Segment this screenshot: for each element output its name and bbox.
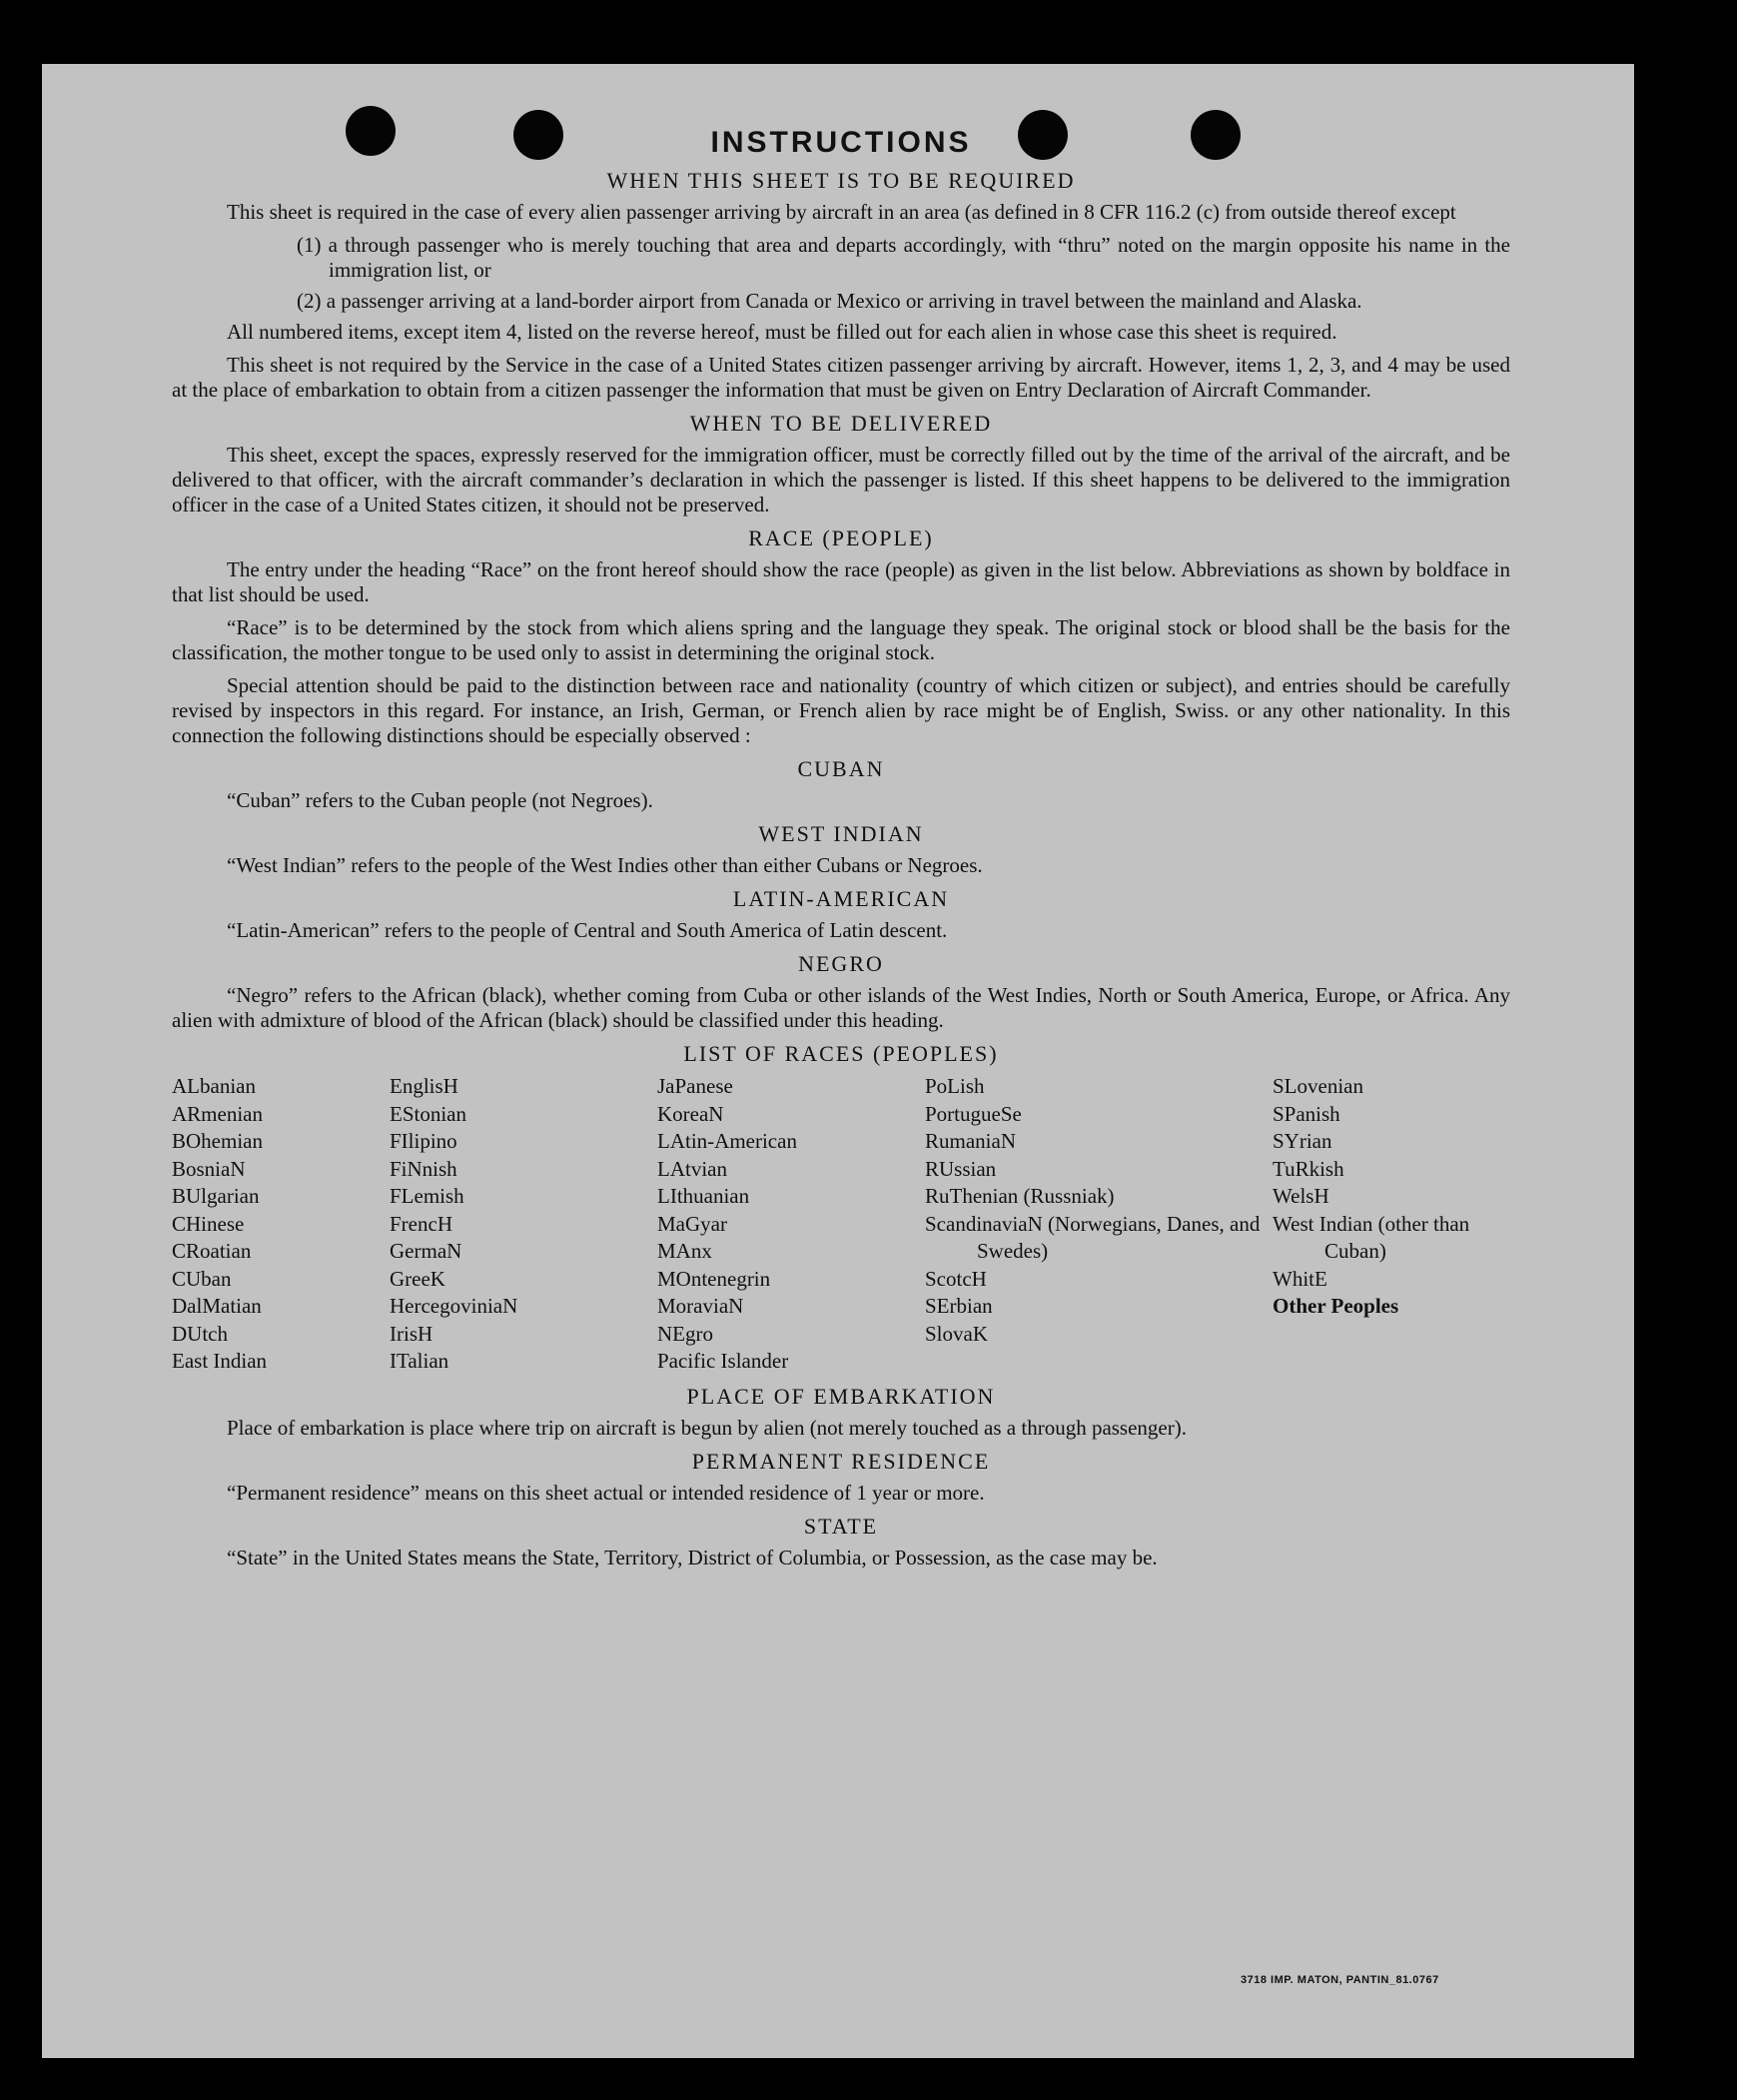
races-column-5 (1273, 1073, 1510, 1376)
race-item: CRoatian (172, 1239, 252, 1263)
paragraph: This sheet is required in the case of every alien passenger arriving by aircraft in an area (as defined in 8 CFR 116.2 (c) from outside thereof except (227, 200, 1456, 224)
race-item: JaPanese (657, 1074, 733, 1098)
race-item: PoLish (925, 1074, 985, 1098)
race-item: ARmenian (172, 1101, 263, 1126)
section-heading-residence: PERMANENT RESIDENCE (691, 1448, 991, 1474)
race-item: RumaniaN (925, 1129, 1016, 1153)
paragraph: “Race” is to be determined by the stock from which aliens spring and the language they speak. The original stock or blood shall be the basis for the classification, the mother tongue to be used only to assist in determining the original stock. (172, 615, 1510, 664)
printer-imprint: 3718 IMP. MATON, PANTIN_81.0767 (1241, 1974, 1439, 1986)
race-item: CHinese (172, 1211, 245, 1236)
race-item: BUlgarian (172, 1184, 260, 1208)
race-item: SPanish (1273, 1101, 1340, 1126)
race-item: East Indian (172, 1349, 268, 1373)
section-heading-list-of-races: LIST OF RACES (PEOPLES) (683, 1041, 999, 1066)
race-item: HercegoviniaN (390, 1294, 518, 1318)
paragraph: “Cuban” refers to the Cuban people (not Negroes). (227, 788, 653, 812)
race-item: CUban (172, 1266, 232, 1291)
race-item: BOhemian (172, 1129, 263, 1153)
race-item: MOntenegrin (657, 1266, 771, 1291)
instructions-content (172, 126, 1510, 1578)
race-item: RUssian (925, 1156, 997, 1181)
race-item: FrencH (390, 1211, 452, 1236)
section-heading-cuban: CUBAN (797, 756, 885, 781)
race-item: LAtvian (657, 1156, 727, 1181)
race-item: IrisH (390, 1321, 434, 1346)
race-item: ScandinaviaN (Norwegians, Danes, and Swedes) (925, 1211, 1261, 1263)
paragraph: “Negro” refers to the African (black), whether coming from Cuba or other islands of the West Indies, North or South America, Europe, or Africa. Any alien with admixture of blood of the African (black) should be classified under this heading. (172, 983, 1510, 1032)
paragraph: Place of embarkation is place where trip on aircraft is begun by alien (not merely touched as a through passenger). (227, 1415, 1187, 1440)
races-column-4 (925, 1073, 1273, 1376)
race-item: DUtch (172, 1321, 228, 1346)
section-heading-required: WHEN THIS SHEET IS TO BE REQUIRED (606, 168, 1076, 193)
paragraph: “West Indian” refers to the people of the West Indies other than either Cubans or Negroes. (227, 853, 983, 877)
race-item: BosniaN (172, 1156, 246, 1181)
races-list (172, 1073, 1510, 1376)
race-item: FLemish (390, 1184, 464, 1208)
section-heading-latin-american: LATIN-AMERICAN (732, 886, 950, 911)
race-item: MoraviaN (657, 1294, 744, 1318)
race-item: West Indian (other than Cuban) (1273, 1211, 1470, 1263)
race-item: WelsH (1273, 1184, 1329, 1208)
race-item: NEgro (657, 1321, 713, 1346)
races-column-2 (390, 1073, 657, 1376)
section-heading-west-indian: WEST INDIAN (758, 821, 924, 846)
race-item: SLovenian (1273, 1074, 1363, 1098)
paragraph: Special attention should be paid to the distinction between race and nationality (country of which citizen or subject), and entries should be carefully revised by inspectors in this regard. For instance, an Irish, German, or French alien by race might be of English, Swiss. or any other nationality. In this connection the following distinctions should be especially observed : (172, 673, 1510, 747)
race-item: KoreaN (657, 1101, 724, 1126)
race-item: ScotcH (925, 1266, 987, 1291)
paragraph: The entry under the heading “Race” on the front hereof should show the race (people) as given in the list below. Abbreviations as shown by boldface in that list should be used. (172, 557, 1510, 606)
race-item: SlovaK (925, 1321, 988, 1346)
race-item: GreeK (390, 1266, 445, 1291)
document-sheet (42, 64, 1634, 2058)
paragraph: “Permanent residence” means on this sheet actual or intended residence of 1 year or more. (227, 1480, 985, 1505)
page-title: INSTRUCTIONS (710, 126, 972, 159)
race-item: LAtin-American (657, 1129, 797, 1153)
race-item: RuThenian (Russniak) (925, 1184, 1115, 1208)
race-item: EnglisH (390, 1074, 458, 1098)
race-item: SYrian (1273, 1129, 1332, 1153)
race-item: FIlipino (390, 1129, 457, 1153)
section-heading-state: STATE (803, 1513, 879, 1539)
paragraph: This sheet is not required by the Service in the case of a United States citizen passenger arriving by aircraft. However, items 1, 2, 3, and 4 may be used at the place of embarkation to obtain from a citizen passenger the information that must be given on Entry Declaration of Aircraft Commander. (172, 353, 1510, 402)
paragraph: “State” in the United States means the State, Territory, District of Columbia, or Possession, as the case may be. (227, 1545, 1158, 1570)
race-item: DalMatian (172, 1294, 262, 1318)
list-item: (2) a passenger arriving at a land-border airport from Canada or Mexico or arriving in travel between the mainland and Alaska. (297, 289, 1362, 313)
race-item: MaGyar (657, 1211, 727, 1236)
race-item: Pacific Islander (657, 1349, 789, 1373)
list-item: (1) a through passenger who is merely touching that area and departs accordingly, with “thru” noted on the margin opposite his name in the immigration list, or (297, 233, 1510, 282)
paragraph: This sheet, except the spaces, expressly reserved for the immigration officer, must be correctly filled out by the time of the arrival of the aircraft, and be delivered to that officer, with the aircraft commander’s declaration in which the passenger is listed. If this sheet happens to be delivered to the immigration officer in the case of a United States citizen, it should not be preserved. (172, 443, 1510, 517)
paragraph: “Latin-American” refers to the people of Central and South America of Latin descent. (227, 918, 948, 942)
section-heading-delivered: WHEN TO BE DELIVERED (689, 411, 993, 436)
race-item: PortugueSe (925, 1101, 1022, 1126)
section-heading-embarkation: PLACE OF EMBARKATION (686, 1383, 996, 1409)
race-item: ITalian (390, 1349, 449, 1373)
section-heading-negro: NEGRO (798, 951, 884, 976)
race-item: Other Peoples (1273, 1294, 1399, 1318)
race-item: LIthuanian (657, 1184, 750, 1208)
race-item: GermaN (390, 1239, 462, 1263)
race-item: SErbian (925, 1294, 993, 1318)
section-heading-race: RACE (PEOPLE) (748, 525, 934, 550)
race-item: MAnx (657, 1239, 712, 1263)
race-item: WhitE (1273, 1266, 1327, 1291)
race-item: ALbanian (172, 1074, 256, 1098)
paragraph: All numbered items, except item 4, listed on the reverse hereof, must be filled out for each alien in whose case this sheet is required. (227, 320, 1337, 344)
races-column-1 (172, 1073, 390, 1376)
race-item: TuRkish (1273, 1156, 1344, 1181)
race-item: FiNnish (390, 1156, 457, 1181)
races-column-3 (657, 1073, 925, 1376)
race-item: EStonian (390, 1101, 466, 1126)
